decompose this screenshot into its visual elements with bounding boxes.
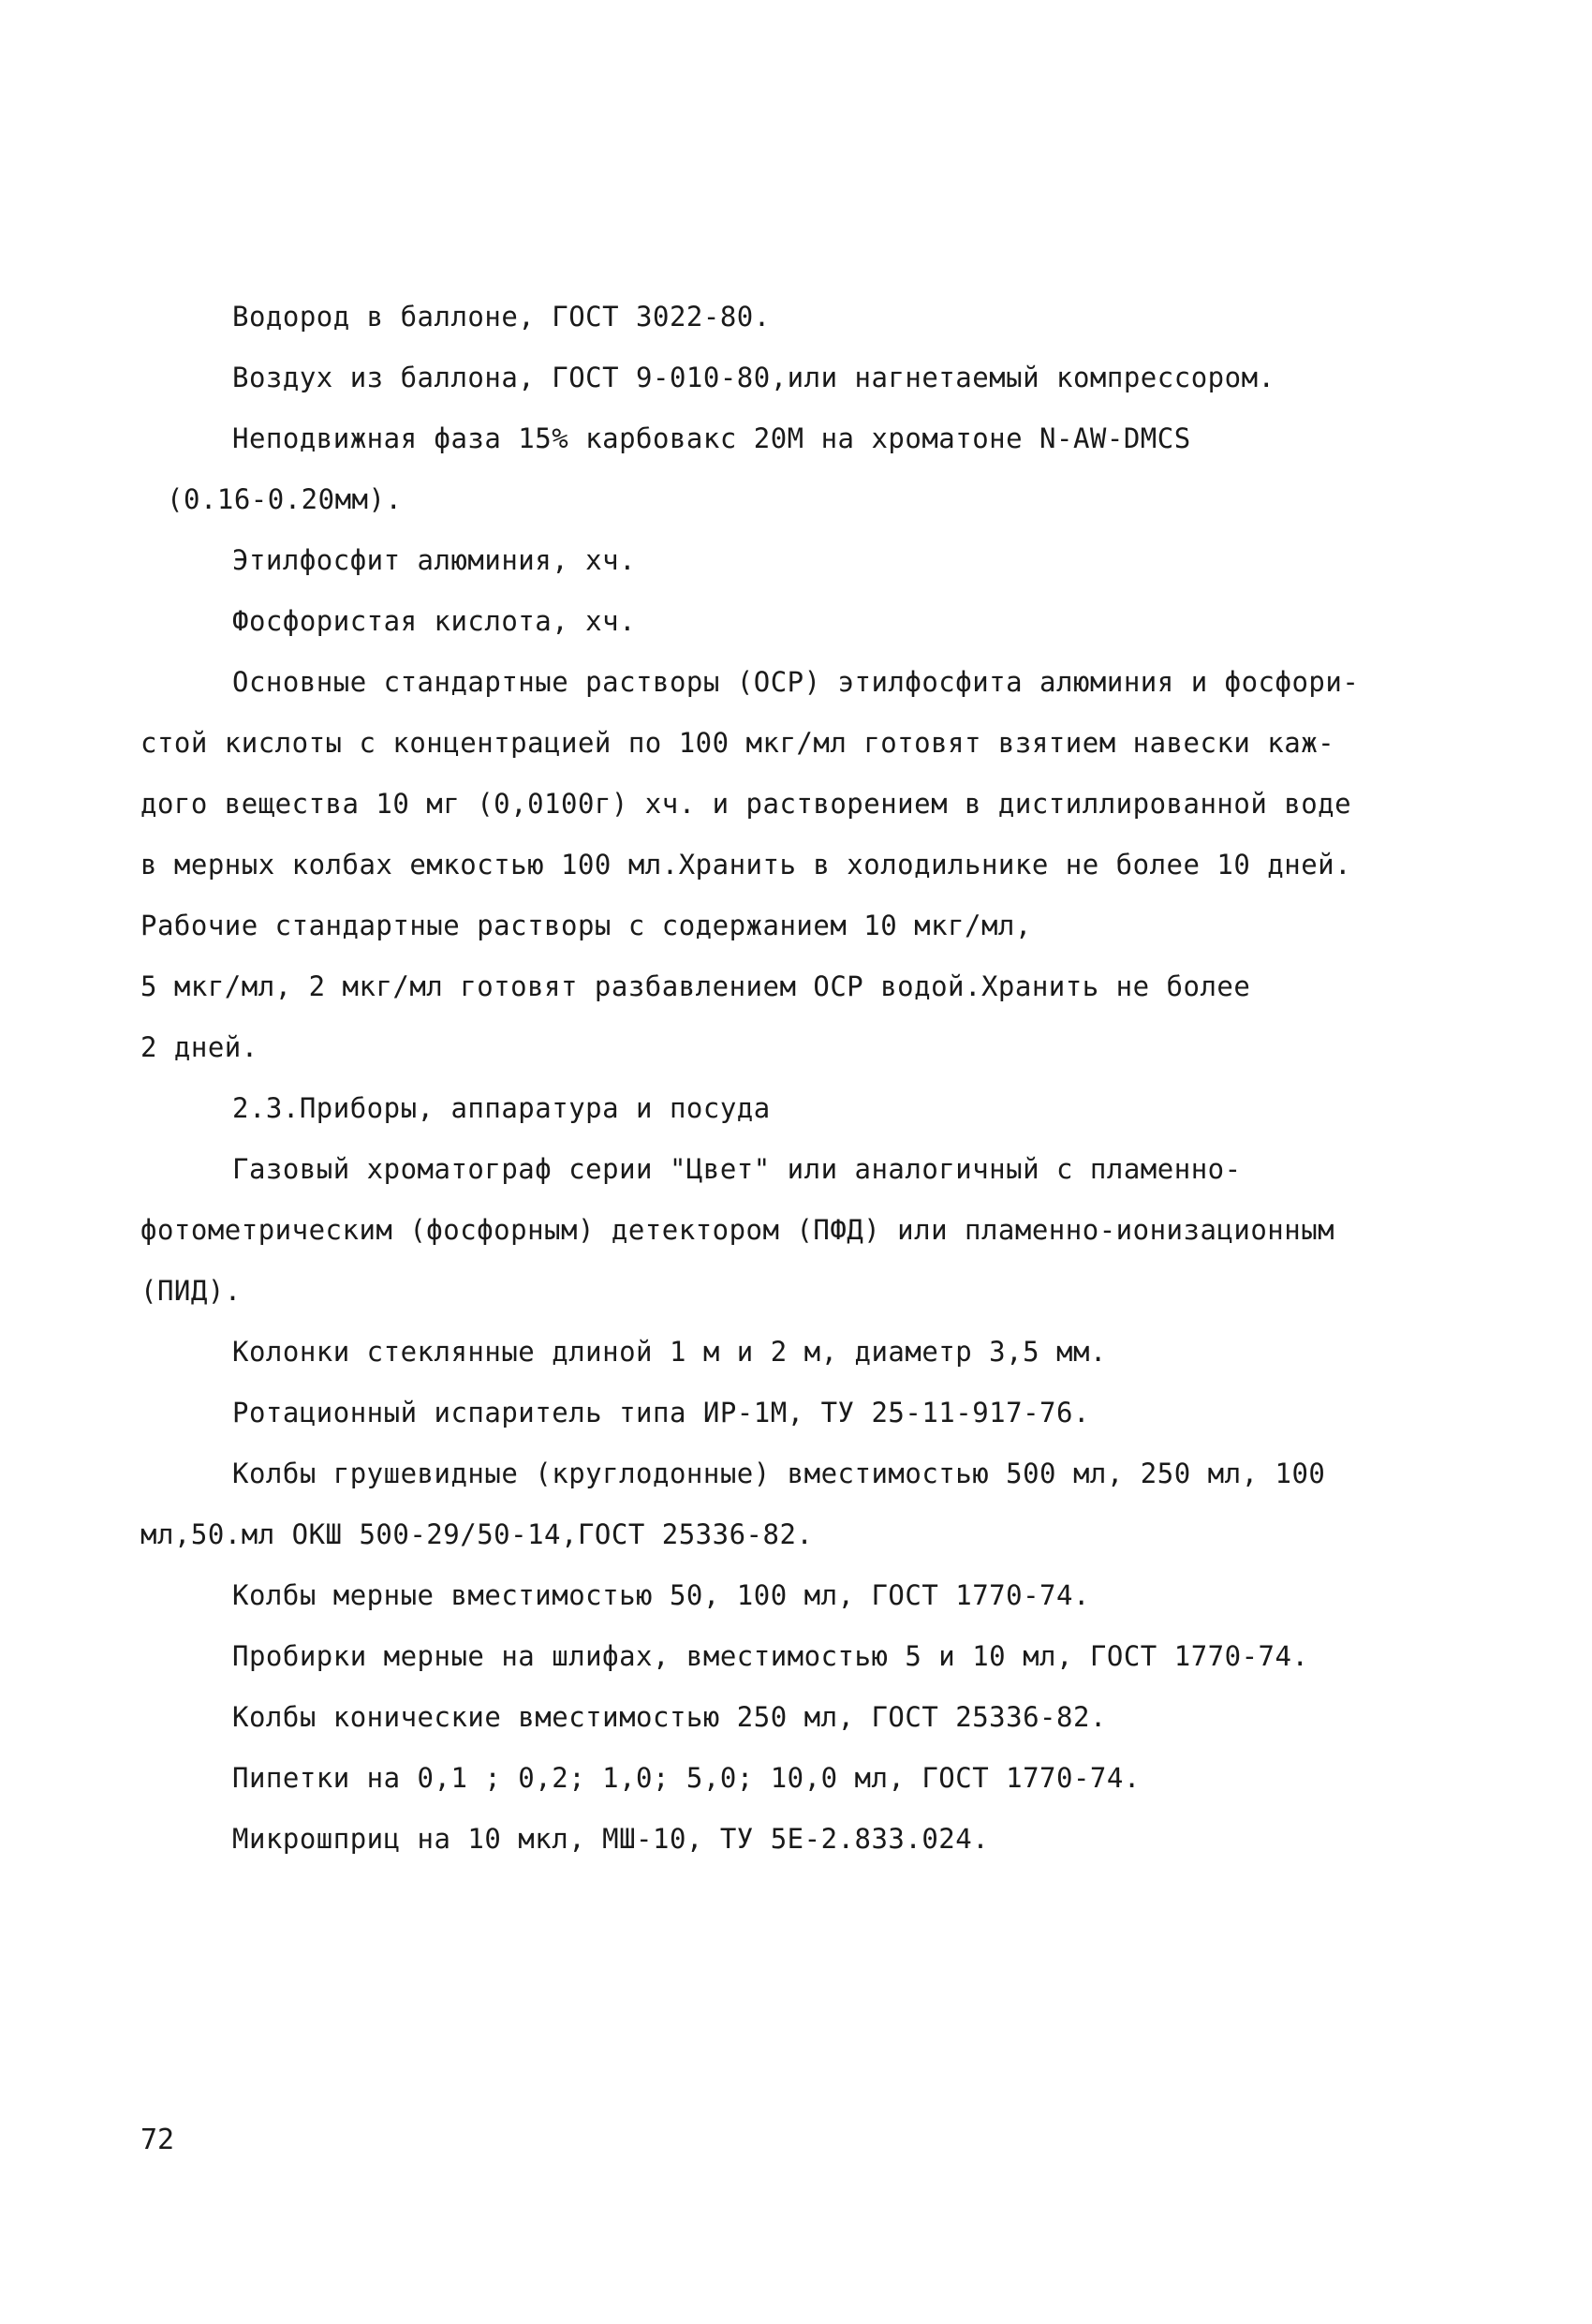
text-line-stock-solutions-4: в мерных колбах емкостью 100 мл.Хранить в холодильнике не более 10 дней. [140, 849, 1352, 881]
text-line-chromatograph-3: (ПИД). [140, 1275, 242, 1307]
text-line-stock-solutions-2: стой кислоты с концентрацией по 100 мкг/мл готовят взятием навески каж- [140, 727, 1335, 759]
text-line-pear-flasks-1: Колбы грушевидные (круглодонные) вместимостью 500 мл, 250 мл, 100 [232, 1458, 1326, 1489]
text-line-pear-flasks-2: мл,50.мл ОКШ 500-29/50-14,ГОСТ 25336-82. [140, 1518, 814, 1550]
text-line-volumetric-flasks: Колбы мерные вместимостью 50, 100 мл, ГОСТ 1770-74. [232, 1579, 1090, 1611]
text-line-conical-flasks: Колбы конические вместимостью 250 мл, ГОСТ 25336-82. [232, 1701, 1107, 1733]
section-heading-equipment: 2.3.Приборы, аппаратура и посуда [232, 1092, 771, 1124]
text-line-pipettes: Пипетки на 0,1 ; 0,2; 1,0; 5,0; 10,0 мл, ГОСТ 1770-74. [232, 1762, 1141, 1794]
text-line-air: Воздух из баллона, ГОСТ 9-010-80,или нагнетаемый компрессором. [232, 362, 1275, 393]
text-line-stock-solutions-1: Основные стандартные растворы (ОСР) этилфосфита алюминия и фосфори- [232, 666, 1360, 698]
text-line-columns: Колонки стеклянные длиной 1 м и 2 м, диаметр 3,5 мм. [232, 1336, 1107, 1368]
text-line-graduated-tubes: Пробирки мерные на шлифах, вместимостью 5 и 10 мл, ГОСТ 1770-74. [232, 1640, 1309, 1672]
text-line-stock-solutions-3: дого вещества 10 мг (0,0100г) хч. и растворением в дистиллированной воде [140, 788, 1352, 820]
text-line-hydrogen: Водород в баллоне, ГОСТ 3022-80. [232, 301, 771, 333]
text-line-stationary-phase: Неподвижная фаза 15% карбовакс 20М на хроматоне N-AW-DMCS [232, 422, 1191, 454]
text-line-rotary-evaporator: Ротационный испаритель типа ИР-1М, ТУ 25-11-917-76. [232, 1397, 1090, 1428]
text-line-phosphorous-acid: Фосфористая кислота, хч. [232, 605, 637, 637]
text-line-working-solutions-2: 5 мкг/мл, 2 мкг/мл готовят разбавлением ОСР водой.Хранить не более [140, 970, 1251, 1002]
text-line-microsyringe: Микрошприц на 10 мкл, МШ-10, ТУ 5Е-2.833.024. [232, 1823, 990, 1855]
text-line-working-solutions-1: Рабочие стандартные растворы с содержанием 10 мкг/мл, [140, 910, 1032, 941]
text-line-aluminium-ethylphosphite: Этилфосфит алюминия, хч. [232, 544, 637, 576]
text-line-stationary-phase-size: (0.16-0.20мм). [167, 483, 403, 515]
text-line-working-solutions-3: 2 дней. [140, 1031, 258, 1063]
text-line-chromatograph-1: Газовый хроматограф серии "Цвет" или аналогичный с пламенно- [232, 1153, 1242, 1185]
text-line-chromatograph-2: фотометрическим (фосфорным) детектором (ПФД) или пламенно-ионизационным [140, 1214, 1335, 1246]
page-number: 72 [140, 2124, 175, 2156]
